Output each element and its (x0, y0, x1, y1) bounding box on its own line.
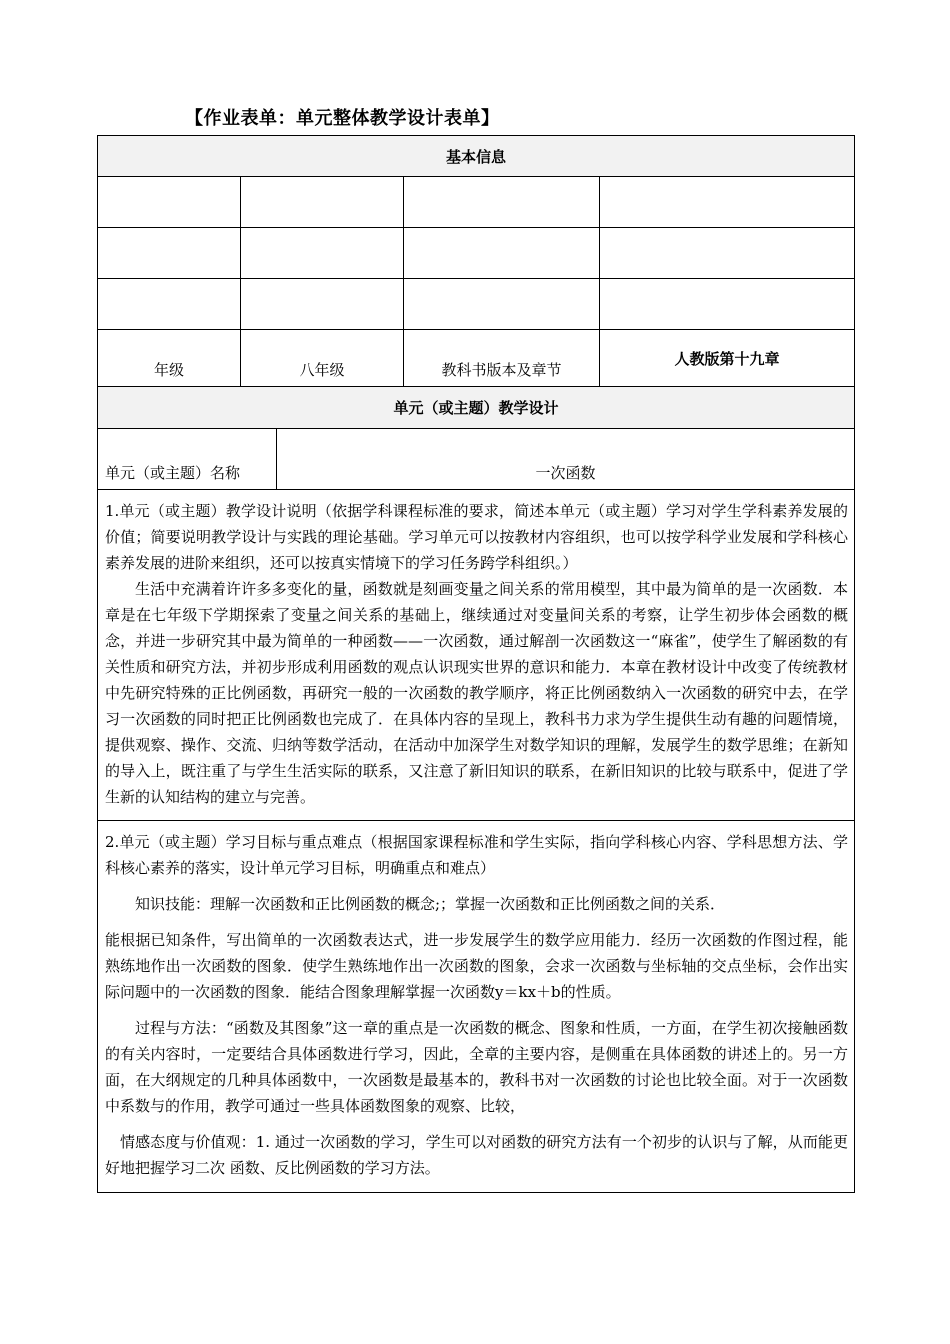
section1-body: 生活中充满着许许多多变化的量，函数就是刻画变量之间关系的常用模型，其中最为简单的是一次函数．本章是在七年级下学期探索了变量之间关系的基础上，继续通过对变量间关系的考察，让学生初步体会函数的概念，并进一步研究其中最为简单的一种函数——一次函数，通过解剖一次函数这一“麻雀”，使学生了解函数的有关性质和研究方法，并初步形成利用函数的观点认识现实世界的意识和能力．本章在教材设计中改变了传统教材中先研究特殊的正比例函数，再研究一般的一次函数的教学顺序，将正比例函数纳入一次函数的研究中去，在学习一次函数的同时把正比例函数也完成了．在具体内容的呈现上，教科书力求为学生提供生动有趣的问题情境，提供观察、操作、交流、归纳等数学活动，在活动中加深学生对数学知识的理解，发展学生的数学思维；在新知的导入上，既注重了与学生生活实际的联系，又注意了新旧知识的联系，在新旧知识的比较与联系中，促进了学生新的认知结构的建立与完善。 (105, 580, 848, 806)
process-method-text: 过程与方法：“函数及其图象”这一章的重点是一次函数的概念、图象和性质，一方面，在学生初次接触函数的有关内容时，一定要结合具体函数进行学习，因此，全章的主要内容，是侧重在具体函数的讲述上的。另一方面，在大纲规定的几种具体函数中，一次函数是最基本的，教科书对一次函数的讨论也比较全面。对于一次函数中系数与的作用，教学可通过一些具体函数图象的观察、比较， (105, 1019, 848, 1115)
design-form-table (97, 135, 855, 1193)
empty-cell[interactable] (600, 177, 855, 228)
grade-value[interactable]: 八年级 (241, 330, 404, 387)
unit-name-label: 单元（或主题）名称 (98, 429, 277, 490)
empty-row (98, 177, 855, 228)
section1-row (98, 490, 855, 821)
section2-cell (98, 821, 855, 1193)
empty-cell[interactable] (404, 279, 600, 330)
document-title: 【作业表单：单元整体教学设计表单】 (185, 108, 500, 129)
section1-heading: 1.单元（或主题）教学设计说明（依据学科课程标准的要求，简述本单元（或主题）学习对学生学科素养发展的价值；简要说明教学设计与实践的理论基础。学习单元可以按教材内容组织，也可以按学科学业发展和学科核心素养发展的进阶来组织，还可以按真实情境下的学习任务跨学科组织。） (105, 502, 848, 572)
unit-design-header-row (98, 387, 855, 429)
unit-name-row (98, 429, 855, 490)
empty-row (98, 228, 855, 279)
grade-row (98, 330, 855, 387)
emotion-values-text: 情感态度与价值观：1. 通过一次函数的学习，学生可以对函数的研究方法有一个初步的认识与了解，从而能更好地把握学习二次 函数、反比例函数的学习方法。 (105, 1133, 848, 1177)
empty-cell[interactable] (404, 228, 600, 279)
textbook-value[interactable]: 人教版第十九章 (600, 330, 855, 387)
knowledge-skills-text: 知识技能：理解一次函数和正比例函数的概念;；掌握一次函数和正比例函数之间的关系． (135, 895, 726, 913)
section1-cell (98, 490, 855, 821)
basic-info-header: 基本信息 (98, 136, 855, 177)
empty-cell[interactable] (241, 279, 404, 330)
section2-row (98, 821, 855, 1193)
empty-cell[interactable] (600, 228, 855, 279)
empty-cell[interactable] (241, 177, 404, 228)
grade-label: 年级 (98, 330, 241, 387)
textbook-label: 教科书版本及章节 (404, 330, 600, 387)
empty-cell[interactable] (98, 177, 241, 228)
section2-heading: 2.单元（或主题）学习目标与重点难点（根据国家课程标准和学生实际，指向学科核心内容、学科思想方法、学科核心素养的落实，设计单元学习目标，明确重点和难点） (105, 833, 848, 877)
empty-cell[interactable] (404, 177, 600, 228)
ability-text: 能根据已知条件，写出简单的一次函数表达式，进一步发展学生的数学应用能力．经历一次函数的作图过程，能熟练地作出一次函数的图象．使学生熟练地作出一次函数的图象，会求一次函数与坐标轴的交点坐标，会作出实际问题中的一次函数的图象．能结合图象理解掌握一次函数y＝kx＋b的性质。 (105, 931, 848, 1001)
empty-cell[interactable] (241, 228, 404, 279)
empty-row (98, 279, 855, 330)
basic-info-header-row (98, 136, 855, 177)
unit-design-header: 单元（或主题）教学设计 (98, 387, 855, 429)
empty-cell[interactable] (98, 279, 241, 330)
empty-cell[interactable] (98, 228, 241, 279)
empty-cell[interactable] (600, 279, 855, 330)
unit-name-value[interactable]: 一次函数 (277, 429, 855, 490)
